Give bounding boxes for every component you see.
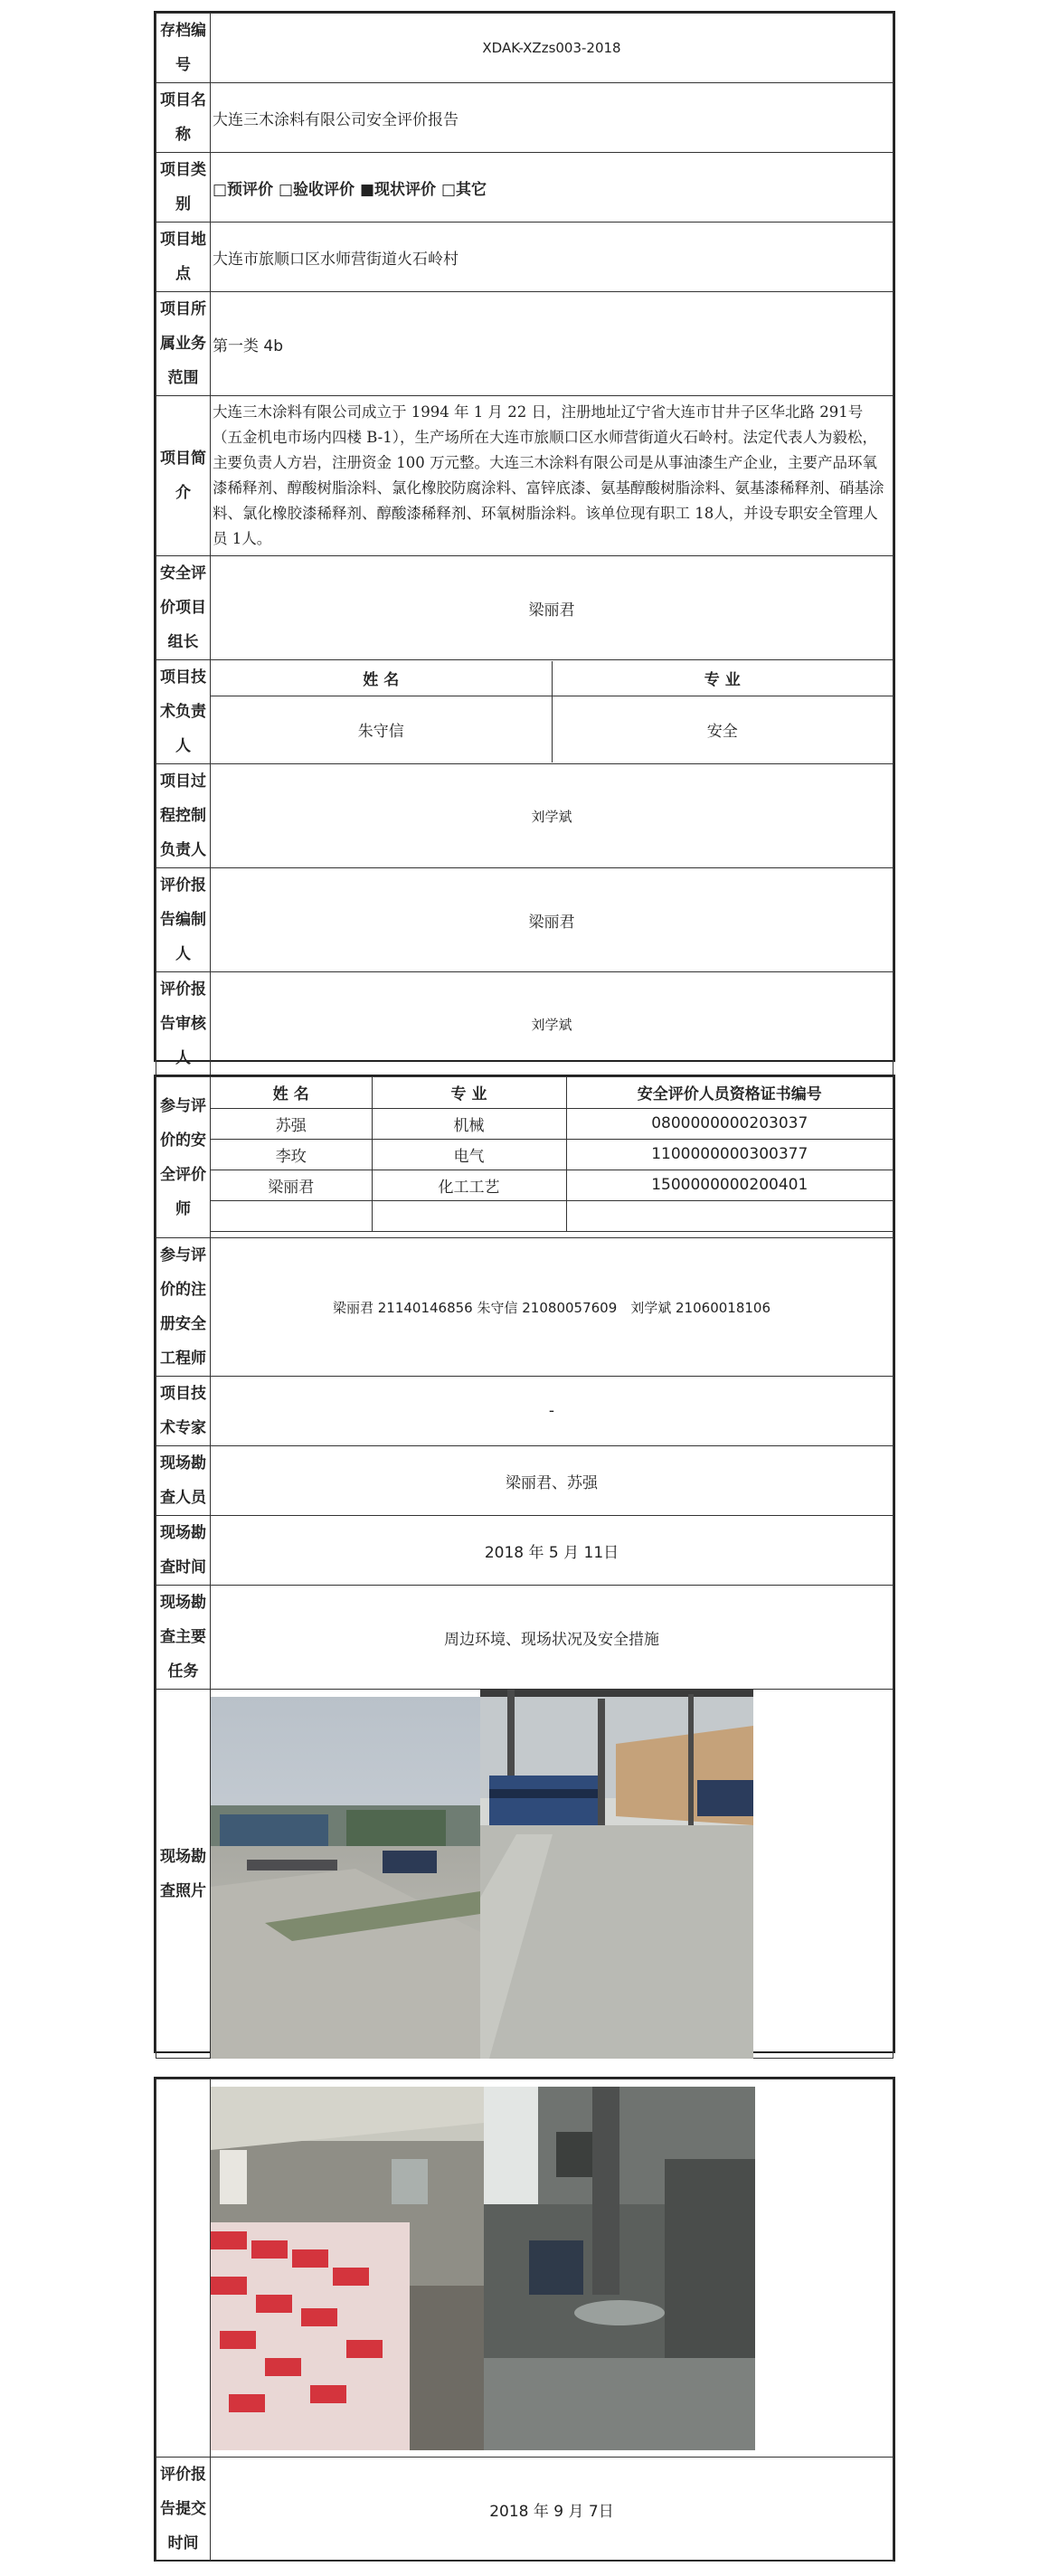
evaluators-col-cert: 安全评价人员资格证书编号 [566, 1077, 893, 1108]
survey-staff-label: 现场勘查人员 [156, 1446, 211, 1516]
evaluator-major: 化工工艺 [372, 1170, 566, 1200]
evaluator-major [372, 1200, 566, 1231]
report-cover-sheet [154, 11, 895, 1067]
table-row [211, 1108, 893, 1139]
tech-lead-name: 朱守信 [211, 696, 552, 762]
business-scope: 第一类 4b [211, 292, 893, 396]
survey-tasks: 周边环境、现场状况及安全措施 [211, 1586, 893, 1690]
project-summary: 大连三木涂料有限公司成立于 1994 年 1 月 22 日，注册地址辽宁省大连市甘井子区华北路 291号（五金机电市场内四楼 B-1），生产场所在大连市旅顺口区水师营街道火石岭村。法定代表人为毅松，主要负责人方岩，注册资金 100 万元整。大连三木涂料有限公司是从事油漆生产企业，主要产品环氧漆稀释剂、醇酸树脂涂料、氯化橡胶防腐涂料、富锌底漆、氨基醇酸树脂涂料、氨基漆稀释剂、硝基涂料、氯化橡胶漆稀释剂、醇酸漆稀释剂、环氧树脂涂料。该单位现有职工 18人，并设专职安全管理人员 1人。 [211, 396, 893, 556]
site-photo-workshop [484, 2087, 755, 2450]
site-photo-storage [211, 2087, 484, 2450]
tech-expert: - [211, 1377, 893, 1446]
site-photo-yard [211, 1697, 480, 2059]
project-type: □预评价 □验收评价 ■现状评价 □其它 [211, 153, 893, 223]
survey-photos-continued [211, 2079, 893, 2458]
project-type-label: 项目类别 [156, 153, 211, 223]
reviewer-label: 评价报告审核人 [156, 972, 211, 1076]
photos-continued-label [156, 2079, 211, 2458]
submit-time: 2018 年 9 月 7日 [211, 2458, 893, 2562]
project-location: 大连市旅顺口区水师营街道火石岭村 [211, 223, 893, 292]
evaluators-label: 参与评价的安全评价师 [156, 1077, 211, 1238]
archive-number: XDAK-XZzs003-2018 [211, 14, 893, 83]
summary-label: 项目简介 [156, 396, 211, 556]
compiler: 梁丽君 [211, 868, 893, 972]
evaluation-sheet [154, 1075, 895, 2053]
evaluator-major: 机械 [372, 1108, 566, 1139]
group-leader: 梁丽君 [211, 556, 893, 660]
survey-photos-cell [211, 1690, 893, 2059]
table-row [211, 1170, 893, 1200]
photos-and-submission-sheet [154, 2077, 895, 2562]
compiler-label: 评价报告编制人 [156, 868, 211, 972]
tech-lead-col-major: 专 业 [552, 661, 893, 696]
evaluator-name [211, 1200, 372, 1231]
project-name: 大连三木涂料有限公司安全评价报告 [211, 83, 893, 153]
process-control: 刘学斌 [211, 764, 893, 868]
survey-tasks-label: 现场勘查主要任务 [156, 1586, 211, 1690]
evaluators-col-major: 专 业 [372, 1077, 566, 1108]
tech-expert-label: 项目技术专家 [156, 1377, 211, 1446]
evaluator-major: 电气 [372, 1139, 566, 1170]
table-row [211, 1139, 893, 1170]
evaluator-cert [566, 1200, 893, 1231]
site-photo-shed [480, 1690, 753, 2059]
submit-time-label: 评价报告提交时间 [156, 2458, 211, 2562]
archive-label: 存档编号 [156, 14, 211, 83]
tech-lead-label: 项目技术负责人 [156, 660, 211, 764]
project-name-label: 项目名称 [156, 83, 211, 153]
survey-time-label: 现场勘查时间 [156, 1516, 211, 1586]
reviewer: 刘学斌 [211, 972, 893, 1076]
tech-lead-major: 安全 [552, 696, 893, 762]
project-location-label: 项目地点 [156, 223, 211, 292]
evaluator-name: 苏强 [211, 1108, 372, 1139]
evaluators-col-name: 姓 名 [211, 1077, 372, 1108]
business-scope-label: 项目所属业务范围 [156, 292, 211, 396]
registered-engineers-label: 参与评价的注册安全工程师 [156, 1238, 211, 1377]
registered-engineers: 梁丽君 21140146856 朱守信 21080057609 刘学斌 21060018106 [211, 1238, 893, 1377]
evaluator-cert: 0800000000203037 [566, 1108, 893, 1139]
tech-lead-col-name: 姓 名 [211, 661, 552, 696]
group-leader-label: 安全评价项目组长 [156, 556, 211, 660]
evaluator-name: 李玫 [211, 1139, 372, 1170]
survey-photos-label: 现场勘查照片 [156, 1690, 211, 2059]
table-row [211, 1200, 893, 1231]
process-control-label: 项目过程控制负责人 [156, 764, 211, 868]
survey-time: 2018 年 5 月 11日 [211, 1516, 893, 1586]
survey-staff: 梁丽君、苏强 [211, 1446, 893, 1516]
evaluator-cert: 1100000000300377 [566, 1139, 893, 1170]
evaluator-cert: 1500000000200401 [566, 1170, 893, 1200]
evaluator-name: 梁丽君 [211, 1170, 372, 1200]
